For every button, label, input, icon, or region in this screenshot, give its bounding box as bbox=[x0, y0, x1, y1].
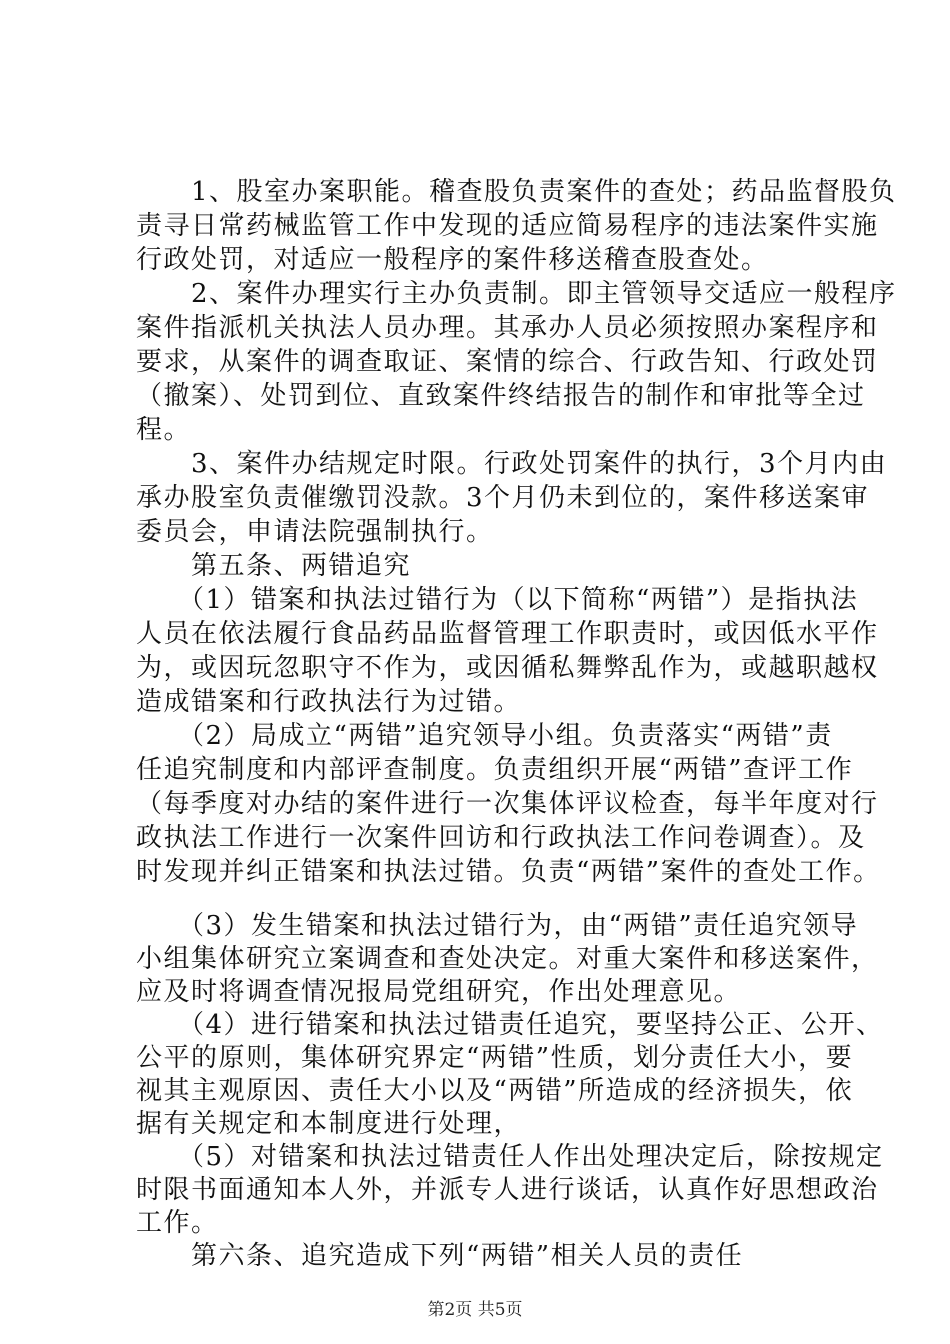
text-line: 工作。 bbox=[136, 1208, 219, 1238]
text-line: （每季度对办结的案件进行一次集体评议检查，每半年度对行 bbox=[136, 789, 879, 819]
text-line: （3）发生错案和执法过错行为，由“两错”责任追究领导 bbox=[136, 911, 859, 941]
text-line: 行政处罚，对适应一般程序的案件移送稽查股查处。 bbox=[136, 245, 769, 275]
text-line: 任追究制度和内部评查制度。负责组织开展“两错”查评工作 bbox=[136, 755, 854, 785]
text-line: （5）对错案和执法过错责任人作出处理决定后，除按规定 bbox=[136, 1142, 884, 1172]
text-line: 视其主观原因、责任大小以及“两错”所造成的经济损失，依 bbox=[136, 1076, 854, 1106]
text-line: 时发现并纠正错案和执法过错。负责“两错”案件的查处工作。 bbox=[136, 857, 881, 887]
text-line: 造成错案和行政执法行为过错。 bbox=[136, 687, 522, 717]
text-line: 人员在依法履行食品药品监督管理工作职责时，或因低水平作 bbox=[136, 619, 879, 649]
section-heading: 第六条、追究造成下列“两错”相关人员的责任 bbox=[136, 1241, 744, 1271]
text-line: 3、案件办结规定时限。行政处罚案件的执行，3个月内由 bbox=[136, 449, 888, 479]
text-line: 程。 bbox=[136, 415, 192, 445]
text-line: 为，或因玩忽职守不作为，或因循私舞弊乱作为，或越职越权 bbox=[136, 653, 879, 683]
text-line: 公平的原则，集体研究界定“两错”性质，划分责任大小，要 bbox=[136, 1043, 854, 1073]
text-line: 政执法工作进行一次案件回访和行政执法工作问卷调查）。及 bbox=[136, 823, 866, 853]
text-line: 委员会，申请法院强制执行。 bbox=[136, 517, 494, 547]
text-line: （1）错案和执法过错行为（以下简称“两错”）是指执法 bbox=[136, 585, 859, 615]
text-line: 1、股室办案职能。稽查股负责案件的查处；药品监督股负 bbox=[136, 177, 897, 207]
text-line: 要求，从案件的调查取证、案情的综合、行政告知、行政处罚 bbox=[136, 347, 879, 377]
page-number-footer: 第2页 共5页 bbox=[427, 1300, 523, 1320]
section-heading: 第五条、两错追究 bbox=[136, 551, 412, 581]
text-line: 承办股室负责催缴罚没款。3个月仍未到位的，案件移送案审 bbox=[136, 483, 870, 513]
text-line: （2）局成立“两错”追究领导小组。负责落实“两错”责 bbox=[136, 721, 833, 751]
text-line: 2、案件办理实行主办负责制。即主管领导交适应一般程序 bbox=[136, 279, 897, 309]
text-line: 责寻日常药械监管工作中发现的适应简易程序的违法案件实施 bbox=[136, 211, 879, 241]
text-line: 时限书面通知本人外，并派专人进行谈话，认真作好思想政治 bbox=[136, 1175, 879, 1205]
text-line: 应及时将调查情况报局党组研究，作出处理意见。 bbox=[136, 977, 742, 1007]
text-line: 据有关规定和本制度进行处理， bbox=[136, 1109, 522, 1139]
text-line: 小组集体研究立案调查和查处决定。对重大案件和移送案件， bbox=[136, 944, 879, 974]
text-line: （4）进行错案和执法过错责任追究，要坚持公正、公开、 bbox=[136, 1010, 884, 1040]
text-line: 案件指派机关执法人员办理。其承办人员必须按照办案程序和 bbox=[136, 313, 879, 343]
text-line: （撤案）、处罚到位、直致案件终结报告的制作和审批等全过 bbox=[136, 381, 866, 411]
